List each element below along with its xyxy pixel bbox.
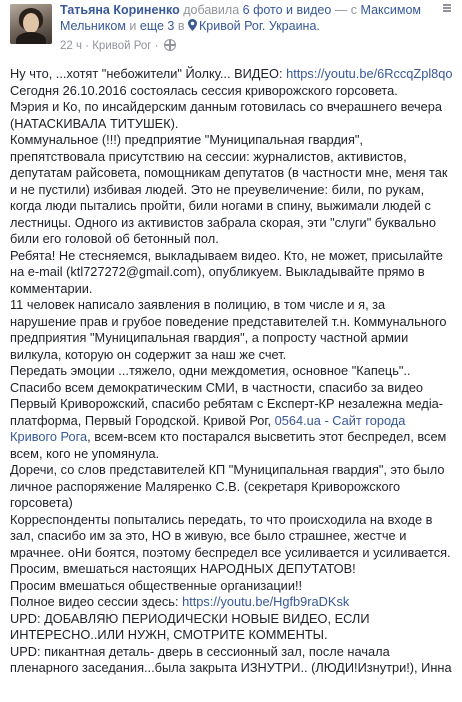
and-text: и bbox=[129, 19, 137, 33]
post-paragraph: Передать эмоции ...тяжело, одни междометия, основное "Капець".. bbox=[10, 363, 411, 378]
post-paragraph: Спасибо всем демократическим СМИ, в частности, спасибо за видео Первый Криворожский, спасибо ребятам с Експерт-КР незалежна медіа-платформа, Первый Городской. Кривой Рог, 0564.ua - Сайт города Кривого Рога, всем-всем кто постарался высветить этот беспредел, всем всем, кого не упомянула. bbox=[10, 379, 447, 461]
meta-separator: · bbox=[85, 40, 90, 52]
meta-separator-2: · bbox=[154, 40, 159, 52]
post-paragraph: Коммунальное (!!!) предприятие "Муниципальная гвардия", препятствовала присутствию на сессии: журналистов, активистов, депутатам райсовета, помощникам депутатов (в частности мне, меня так и не пустили) избивая людей. Это не преувеличение: били, по рукам, когда люди пытались пройти, били ногами в спину, выжимали людей с лестницы. Одного из активистов забрала скорая, эти "слуги" буквально били его головой об бетонный пол. bbox=[10, 132, 448, 246]
post-paragraph: UPD: ДОБАВЛЯЮ ПЕРИОДИЧЕСКИ НОВЫЕ ВИДЕО, ЕСЛИ ИНТЕРЕСНО..ИЛИ НУЖН, СМОТРИТЕ КОММЕНТЫ. bbox=[10, 610, 370, 642]
public-globe-icon[interactable] bbox=[164, 39, 176, 51]
post-paragraph: Ребята! Не стесняемся, выкладываем видео. Кто, не может, присылайте на e-mail (ktl727272@gmail.com), опубликуем. Выкладывайте прямо в комментарии. bbox=[10, 247, 443, 296]
post-paragraph: UPD: пикантная деталь- дверь в сессионный зал, после начала пленарного заседания...была закрыта ИЗНУТРИ.. (ЛЮДИ!Изнутри!), Инна bbox=[10, 643, 452, 675]
with-text: — с bbox=[334, 3, 358, 17]
post-paragraph: Просим, вмешаться настоящих НАРОДНЫХ ДЕПУТАТОВ! bbox=[10, 561, 356, 576]
author-name-link[interactable]: Татьяна Кориненко bbox=[60, 3, 180, 17]
post-header-line-2 bbox=[60, 18, 320, 34]
post-paragraph: Полное видео сессии здесь: https://youtu.be/Hgfb9raDKsk bbox=[10, 594, 350, 609]
post-header-line-1 bbox=[60, 2, 421, 18]
location-link[interactable]: Кривой Рог. Украина. bbox=[198, 19, 320, 33]
photos-videos-link[interactable]: 6 фото и видео bbox=[242, 3, 332, 17]
post-options-icon[interactable] bbox=[440, 2, 454, 12]
post-paragraph: Корреспонденты попытались передать, то что происходила на входе в зал, спасибо им за это, НО в живую, все было страшнее, жестче и мрачнее. оНи боятся, поэтому беспредел все усиливается и усиливается. bbox=[10, 511, 451, 560]
tagged-person-link-2[interactable]: Мельником bbox=[60, 19, 126, 33]
post-paragraph: Сегодня 26.10.2016 состоялась сессия криворожского горсовета. bbox=[10, 82, 398, 98]
others-link[interactable]: еще 3 bbox=[139, 19, 175, 33]
timestamp-link[interactable]: 22 ч bbox=[60, 40, 82, 52]
full-video-link[interactable]: https://youtu.be/Hgfb9raDKsk bbox=[182, 594, 350, 609]
post-paragraph: 11 человек написало заявления в полицию, в том числе и я, за нарушение прав и грубое поведение представителей т.н. Коммунального предприятия "Муниципальная гвардия", а попросту частной армии вилкула, которую он содержит за наш же счет. bbox=[10, 297, 447, 362]
post-header bbox=[0, 0, 462, 60]
youtube-link[interactable]: https://youtu.be/6RccqZpl8qo bbox=[286, 66, 453, 81]
post-paragraph: Просим вмешаться общественные организации!! bbox=[10, 577, 303, 593]
location-pin-icon bbox=[188, 19, 197, 31]
post-paragraph: Доречи, со слов представителей КП "Муниципальная гвардия", это было личное распоряжение Маляренко С.В. (секретаря Криворожского горсовета) bbox=[10, 462, 445, 510]
author-avatar[interactable] bbox=[10, 4, 52, 44]
post-body bbox=[10, 66, 454, 677]
in-text: в bbox=[177, 19, 185, 33]
action-text: добавила bbox=[183, 3, 240, 17]
post-meta bbox=[60, 38, 176, 54]
place-link[interactable]: Кривой Рог bbox=[92, 40, 152, 52]
tagged-person-link[interactable]: Максимом bbox=[360, 3, 422, 17]
site-0564-link[interactable]: 0564.ua - Сайт города Кривого Рога bbox=[10, 412, 406, 444]
post-paragraph: Мэрия и Ко, по инсайдерским данным готовилась со вчерашнего вечера (НАТАСКИВАЛА ТИТУШЕК). bbox=[10, 99, 442, 131]
post-paragraph: Ну что, ...хотят "небожители" Йолку... ВИДЕО: https://youtu.be/6RccqZpl8qo bbox=[10, 66, 453, 81]
